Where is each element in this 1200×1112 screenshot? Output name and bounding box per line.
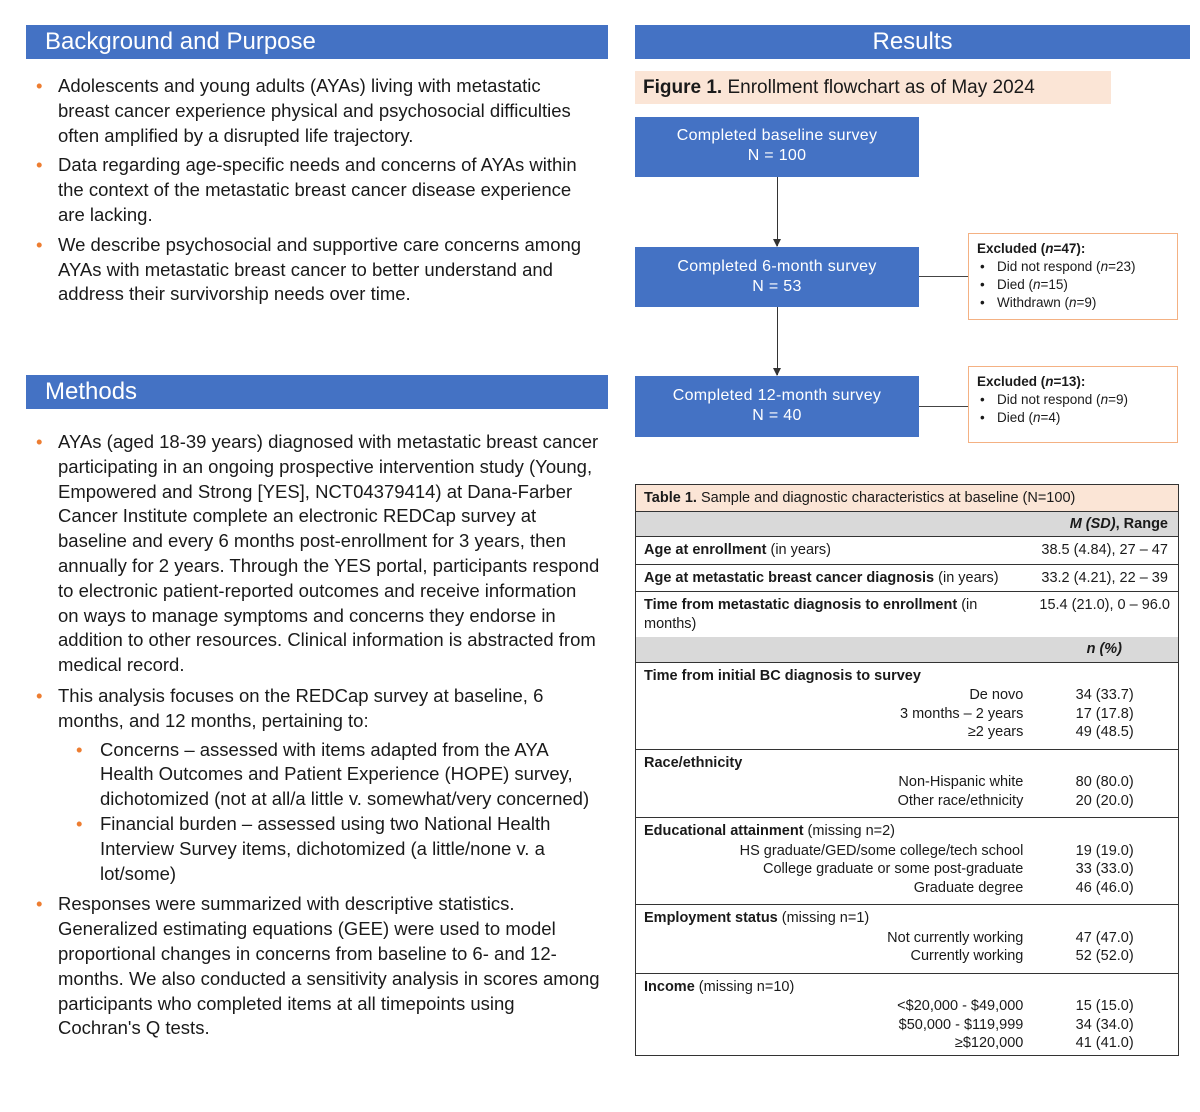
row-label: $50,000 - $119,999 [636,1016,1032,1035]
table-group-header: Race/ethnicity [636,749,1179,772]
table-row [636,879,1179,905]
row-value: 52 (52.0) [1031,947,1178,973]
row-value: 33.2 (4.21), 22 – 39 [1031,564,1178,592]
excluded-title: Excluded (n=47): [977,241,1086,256]
excluded-item: • Did not respond (n=9) [977,391,1177,409]
table-subheader: M (SD), Range [636,511,1179,537]
table-row [636,947,1179,973]
background-header: Background and Purpose [26,25,608,59]
background-bullet: • Adolescents and young adults (AYAs) living with metastatic breast cancer experience physical and psychosocial difficulties often amplified by a disrupted life trajectory. [26,74,596,148]
table-row [636,772,1179,792]
table-row [636,841,1179,861]
table-row [636,537,1179,565]
row-label: Age at enrollment (in years) [636,537,1032,565]
flow-box-n: N = 53 [752,278,802,295]
figure-caption-text: Enrollment flowchart as of May 2024 [727,77,1035,98]
flow-arrow [777,177,778,246]
table-row [636,1016,1179,1035]
flow-connector [919,276,968,277]
row-label: Not currently working [636,928,1032,948]
results-header: Results [635,25,1190,59]
row-label: Age at metastatic breast cancer diagnosis (in years) [636,564,1032,592]
excluded-item: • Died (n=15) [977,276,1177,294]
excluded-item: • Did not respond (n=23) [977,258,1177,276]
row-label: ≥2 years [636,723,1032,749]
flow-box-6-month [635,247,919,307]
table-caption-text: Sample and diagnostic characteristics at baseline (N=100) [700,490,1076,506]
row-label: <$20,000 - $49,000 [636,996,1032,1016]
methods-bullet-text: Responses were summarized with descriptive statistics. Generalized estimating equations (GEE) were used to model proportional changes in concerns from baseline to 6- and 12-months. We also conducted a sensitivity analysis in scores among participants who completed items at all timepoints using Cochran's Q tests. [58,893,600,1039]
table-row [636,996,1179,1016]
methods-bullet-text: AYAs (aged 18-39 years) diagnosed with metastatic breast cancer participating in an ongoing prospective intervention study (Young, Empowered and Strong [YES], NCT04379414) at Dana-Farber Cancer Institute complete an electronic REDCap survey at baseline and every 6 months post-enrollment for 3 years, then annually for 2 years. Through the YES portal, participants respond to electronic patient-reported outcomes and receive information on ways to manage symptoms and concerns they endorse in addition to other resources. Clinical information is abstracted from medical record. [58,431,600,676]
row-value: 19 (19.0) [1031,841,1178,861]
row-label: Currently working [636,947,1032,973]
methods-subbullet: • Financial burden – assessed using two National Health Interview Survey items, dichotomized (a little/none v. a lot/some) [58,812,601,886]
table-group-header: Educational attainment (missing n=2) [636,818,1179,841]
table-row [636,592,1179,638]
flow-box-12-month [635,376,919,437]
row-label: De novo [636,685,1032,705]
excluded-box-12-month [968,366,1178,443]
excluded-title: Excluded (n=13): [977,374,1086,389]
row-value: 34 (33.7) [1031,685,1178,705]
background-bullet: • Data regarding age-specific needs and concerns of AYAs within the context of the metastatic breast cancer disease experience are lacking. [26,153,596,227]
background-bullet: • We describe psychosocial and supportive care concerns among AYAs with metastatic breast cancer to better understand and address their survivorship needs over time. [26,233,596,307]
row-value: 15.4 (21.0), 0 – 96.0 [1031,592,1178,638]
table-row [636,723,1179,749]
flow-connector [919,406,968,407]
flow-arrow [777,307,778,375]
excluded-box-6-month [968,233,1178,320]
table-row [636,928,1179,948]
row-value: 49 (48.5) [1031,723,1178,749]
excluded-list [977,391,1177,427]
table-group-header: Employment status (missing n=1) [636,905,1179,928]
table-label: Table 1. [644,490,697,506]
excluded-item: • Died (n=4) [977,409,1177,427]
table-row [636,705,1179,724]
flow-box-title: Completed 12-month survey [672,387,882,404]
methods-bullet [26,892,601,1041]
excluded-list [977,258,1177,312]
methods-header: Methods [26,375,608,409]
row-value: 34 (34.0) [1031,1016,1178,1035]
methods-bullet [26,430,601,678]
table-row [636,564,1179,592]
row-value: 46 (46.0) [1031,879,1178,905]
row-value: 80 (80.0) [1031,772,1178,792]
excluded-item: • Withdrawn (n=9) [977,294,1177,312]
table-group-header: Income (missing n=10) [636,973,1179,996]
table-caption [636,485,1179,512]
row-label: Other race/ethnicity [636,792,1032,818]
figure-caption [635,71,1111,104]
row-value: 47 (47.0) [1031,928,1178,948]
row-label: College graduate or some post-graduate [636,860,1032,879]
row-value: 41 (41.0) [1031,1034,1178,1055]
row-value: 15 (15.0) [1031,996,1178,1016]
table-subheader: n (%) [636,637,1179,662]
flow-box-title: Completed 6-month survey [677,258,877,275]
background-list [26,74,596,312]
flow-box-baseline [635,117,919,177]
table-row [636,860,1179,879]
table-row [636,792,1179,818]
methods-sublist [58,738,601,887]
table-group-header: Time from initial BC diagnosis to survey [636,662,1179,685]
row-label: Non-Hispanic white [636,772,1032,792]
flow-box-title: Completed baseline survey [676,127,878,144]
table-row [636,685,1179,705]
methods-subbullet: • Concerns – assessed with items adapted from the AYA Health Outcomes and Patient Experience (HOPE) survey, dichotomized (not at all/a little v. somewhat/very concerned) [58,738,601,812]
row-value: 33 (33.0) [1031,860,1178,879]
row-label: Graduate degree [636,879,1032,905]
methods-bullet-text: This analysis focuses on the REDCap survey at baseline, 6 months, and 12 months, pertaining to: [58,684,544,731]
row-value: 17 (17.8) [1031,705,1178,724]
row-value: 20 (20.0) [1031,792,1178,818]
figure-label: Figure 1. [643,77,723,98]
flow-box-n: N = 100 [747,147,807,164]
row-label: Time from metastatic diagnosis to enrollment (in months) [636,592,1032,638]
methods-list [26,430,601,1047]
row-value: 38.5 (4.84), 27 – 47 [1031,537,1178,565]
row-label: HS graduate/GED/some college/tech school [636,841,1032,861]
table-row [636,1034,1179,1055]
characteristics-table [635,484,1179,1056]
flow-box-n: N = 40 [752,407,802,424]
row-label: 3 months – 2 years [636,705,1032,724]
row-label: ≥$120,000 [636,1034,1032,1055]
methods-bullet [26,684,601,886]
